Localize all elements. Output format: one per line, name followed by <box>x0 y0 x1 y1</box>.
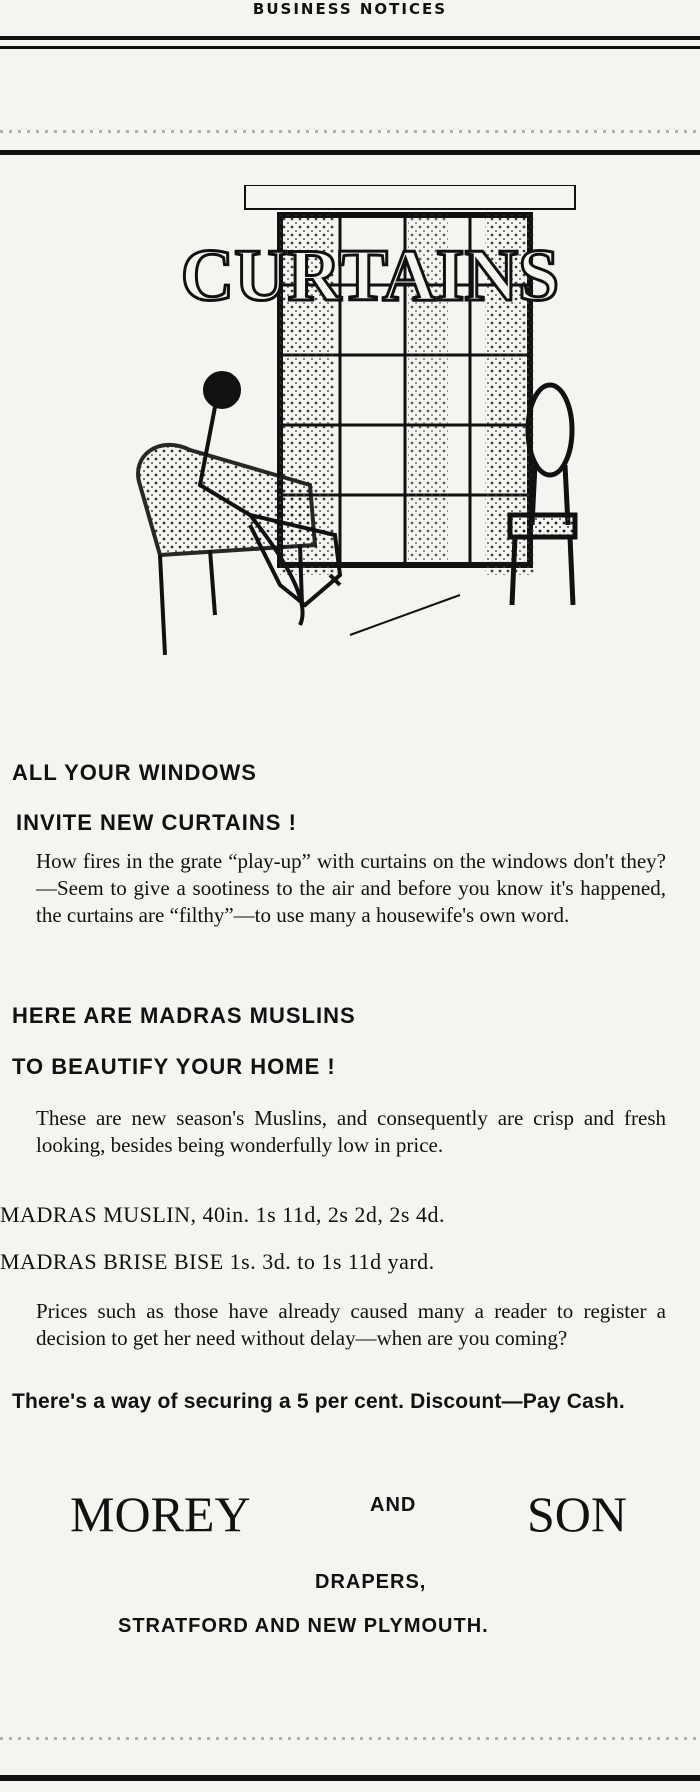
ad-top-border <box>0 150 700 155</box>
paragraph-prices-decision: Prices such as those have already caused many a reader to register a decision to get her need without delay—when are you coming? <box>36 1299 666 1350</box>
curtains-title: CURTAINS <box>180 235 560 317</box>
firm-name-morey: MOREY <box>70 1486 251 1542</box>
heading-beautify-home: TO BEAUTIFY YOUR HOME ! <box>12 1054 336 1079</box>
discount-notice: There's a way of securing a 5 per cent. Discount—Pay Cash. <box>12 1390 625 1413</box>
paragraph-fires-in-grate: How fires in the grate “play-up” with curtains on the windows don't they?—Seem to give a sootiness to the air and before you know it's happened, the curtains are “filthy”—to use many a housewife's own word. <box>36 849 666 927</box>
section-header: BUSINESS NOTICES <box>252 0 448 18</box>
header-rule <box>0 36 700 40</box>
firm-trade-drapers: DRAPERS, <box>315 1571 427 1593</box>
print-noise <box>0 130 700 133</box>
price-madras-brise-bise: MADRAS BRISE BISE 1s. 3d. to 1s 11d yard. <box>0 1249 435 1274</box>
heading-madras-muslins: HERE ARE MADRAS MUSLINS <box>12 1003 356 1028</box>
curtains-illustration <box>130 185 600 745</box>
print-noise-bottom <box>0 1737 700 1740</box>
firm-name-and: AND <box>370 1494 417 1516</box>
firm-name-son: SON <box>527 1486 628 1542</box>
heading-all-your-windows: ALL YOUR WINDOWS <box>12 760 257 785</box>
firm-location: STRATFORD AND NEW PLYMOUTH. <box>118 1615 489 1637</box>
floor-line <box>350 595 460 635</box>
ad-bottom-border <box>0 1775 700 1781</box>
paragraph-new-season-muslins: These are new season's Muslins, and consequently are crisp and fresh looking, besides being wonderfully low in price. <box>36 1106 666 1157</box>
heading-invite-new-curtains: INVITE NEW CURTAINS ! <box>16 810 297 835</box>
header-rule-secondary <box>0 46 700 49</box>
price-madras-muslin: MADRAS MUSLIN, 40in. 1s 11d, 2s 2d, 2s 4d. <box>0 1202 445 1227</box>
pelmet <box>245 185 575 209</box>
